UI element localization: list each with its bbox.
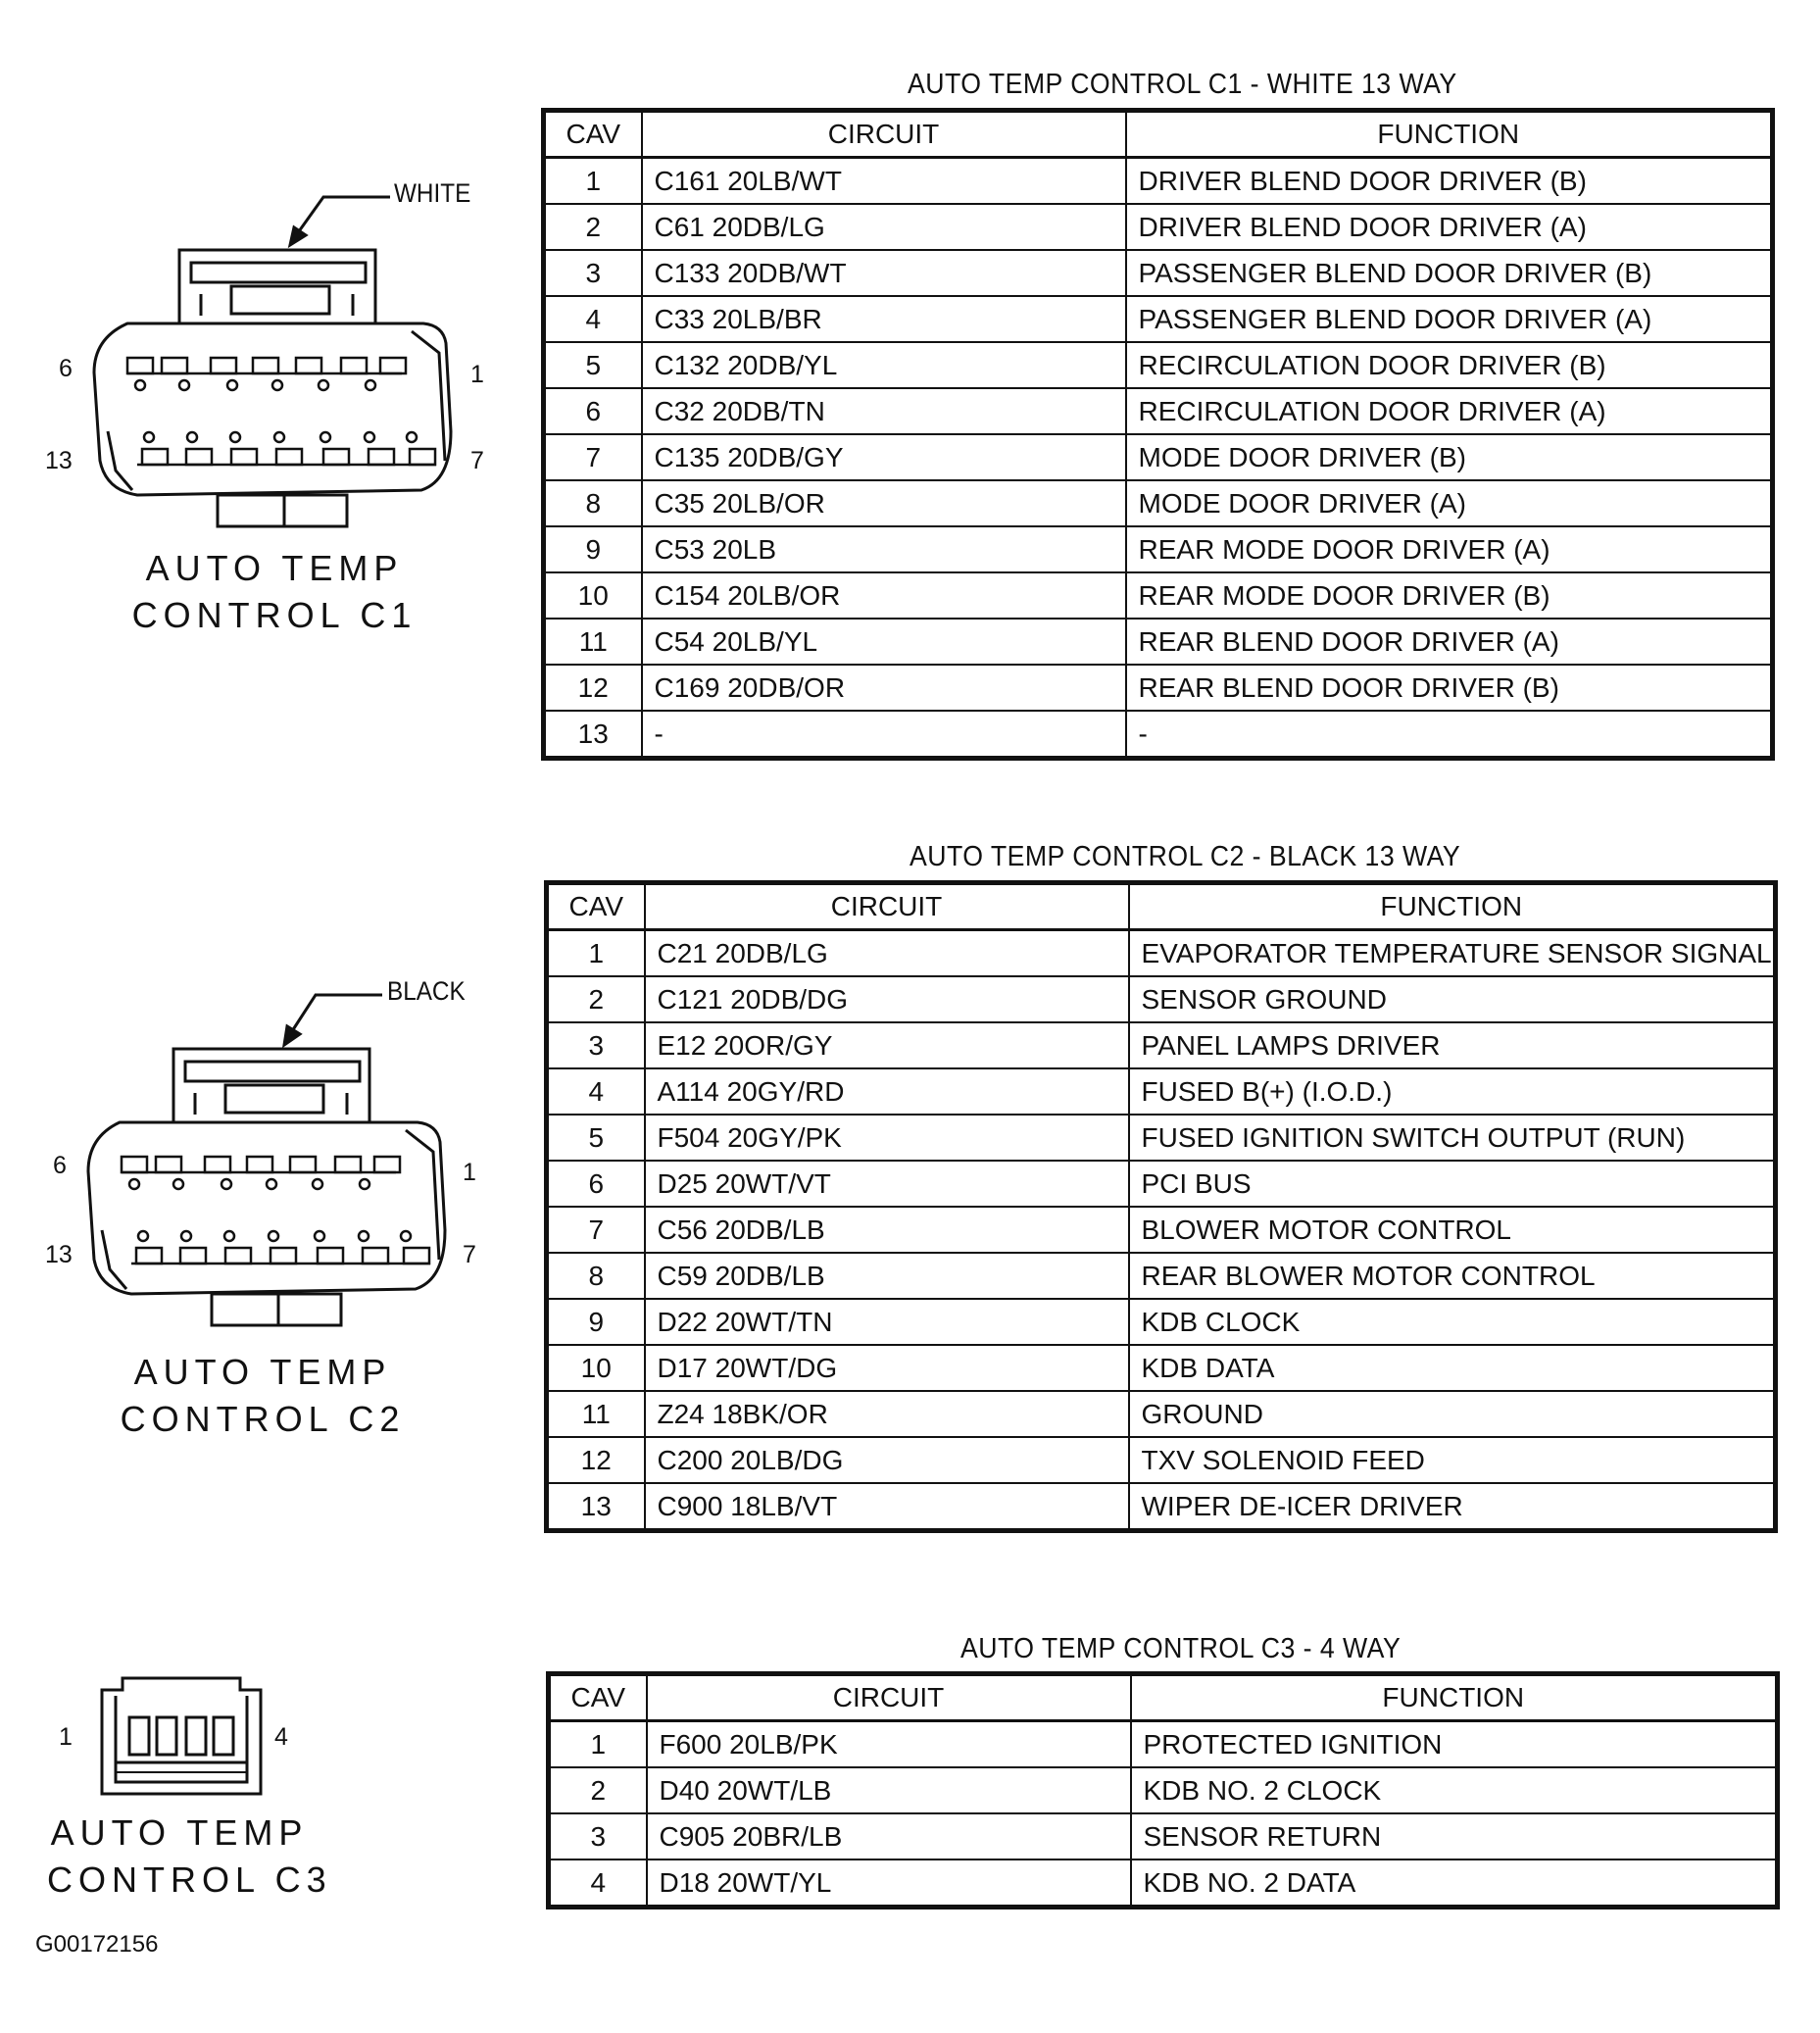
table-row xyxy=(544,526,1773,572)
circuit-cell: D22 20WT/TN xyxy=(645,1299,1129,1345)
header-circuit: CIRCUIT xyxy=(642,111,1126,158)
circuit-cell: C21 20DB/LG xyxy=(645,930,1129,977)
table-row xyxy=(549,1767,1778,1813)
table-row xyxy=(544,480,1773,526)
cav-cell: 4 xyxy=(544,296,642,342)
function-cell: DRIVER BLEND DOOR DRIVER (A) xyxy=(1126,204,1773,250)
function-cell: REAR BLEND DOOR DRIVER (A) xyxy=(1126,619,1773,665)
function-cell: SENSOR GROUND xyxy=(1129,976,1776,1022)
cav-cell: 11 xyxy=(544,619,642,665)
table-header-row xyxy=(544,111,1773,158)
cav-cell: 10 xyxy=(544,572,642,619)
circuit-cell: - xyxy=(642,711,1126,759)
circuit-cell: D25 20WT/VT xyxy=(645,1161,1129,1207)
header-function: FUNCTION xyxy=(1129,883,1776,930)
connector-label-line1: AUTO TEMP xyxy=(50,1812,309,1853)
function-cell: PROTECTED IGNITION xyxy=(1131,1721,1778,1768)
circuit-cell: A114 20GY/RD xyxy=(645,1068,1129,1115)
connector-color-tag: WHITE xyxy=(394,178,471,208)
connector-color-tag: BLACK xyxy=(387,976,466,1006)
table-row xyxy=(544,711,1773,759)
circuit-cell: Z24 18BK/OR xyxy=(645,1391,1129,1437)
cav-cell: 4 xyxy=(547,1068,645,1115)
circuit-cell: C59 20DB/LB xyxy=(645,1253,1129,1299)
header-cav: CAV xyxy=(547,883,645,930)
pinout-table-c2 xyxy=(544,880,1778,1533)
function-cell: TXV SOLENOID FEED xyxy=(1129,1437,1776,1483)
function-cell: PCI BUS xyxy=(1129,1161,1776,1207)
table-row xyxy=(547,930,1776,977)
pin-number-label: 13 xyxy=(45,1241,73,1268)
function-cell: KDB CLOCK xyxy=(1129,1299,1776,1345)
pin-number-label: 6 xyxy=(59,355,73,382)
table-row xyxy=(544,665,1773,711)
pin-number-label: 1 xyxy=(463,1159,476,1186)
table-row xyxy=(544,250,1773,296)
cav-cell: 2 xyxy=(549,1767,647,1813)
pinout-table-c1 xyxy=(541,108,1775,761)
cav-cell: 4 xyxy=(549,1859,647,1908)
circuit-cell: F504 20GY/PK xyxy=(645,1115,1129,1161)
function-cell: BLOWER MOTOR CONTROL xyxy=(1129,1207,1776,1253)
function-cell: KDB NO. 2 CLOCK xyxy=(1131,1767,1778,1813)
table-row xyxy=(547,1437,1776,1483)
circuit-cell: C56 20DB/LB xyxy=(645,1207,1129,1253)
connector-label xyxy=(47,1810,332,1904)
table-row xyxy=(547,1022,1776,1068)
pinout-table-c3 xyxy=(546,1671,1780,1909)
cav-cell: 2 xyxy=(544,204,642,250)
header-function: FUNCTION xyxy=(1131,1674,1778,1721)
cav-cell: 5 xyxy=(547,1115,645,1161)
table-row xyxy=(544,434,1773,480)
table-c3-title: AUTO TEMP CONTROL C3 - 4 WAY xyxy=(960,1633,1402,1664)
circuit-cell: F600 20LB/PK xyxy=(647,1721,1131,1768)
circuit-cell: C121 20DB/DG xyxy=(645,976,1129,1022)
cav-cell: 1 xyxy=(547,930,645,977)
table-row xyxy=(547,1253,1776,1299)
cav-cell: 8 xyxy=(547,1253,645,1299)
cav-cell: 3 xyxy=(547,1022,645,1068)
circuit-cell: C900 18LB/VT xyxy=(645,1483,1129,1531)
table-row xyxy=(544,296,1773,342)
connector-label-line2: CONTROL C2 xyxy=(120,1399,406,1439)
function-cell: GROUND xyxy=(1129,1391,1776,1437)
function-cell: WIPER DE-ICER DRIVER xyxy=(1129,1483,1776,1531)
function-cell: RECIRCULATION DOOR DRIVER (B) xyxy=(1126,342,1773,388)
cav-cell: 7 xyxy=(547,1207,645,1253)
table-row xyxy=(547,976,1776,1022)
function-cell: REAR BLEND DOOR DRIVER (B) xyxy=(1126,665,1773,711)
table-row xyxy=(544,204,1773,250)
circuit-cell: D18 20WT/YL xyxy=(647,1859,1131,1908)
cav-cell: 10 xyxy=(547,1345,645,1391)
pin-number-label: 7 xyxy=(463,1241,476,1268)
pin-number-label: 7 xyxy=(470,447,484,474)
circuit-cell: C905 20BR/LB xyxy=(647,1813,1131,1859)
circuit-cell: C132 20DB/YL xyxy=(642,342,1126,388)
circuit-cell: C154 20LB/OR xyxy=(642,572,1126,619)
function-cell: - xyxy=(1126,711,1773,759)
table-row xyxy=(547,1207,1776,1253)
function-cell: MODE DOOR DRIVER (A) xyxy=(1126,480,1773,526)
function-cell: REAR MODE DOOR DRIVER (A) xyxy=(1126,526,1773,572)
header-function: FUNCTION xyxy=(1126,111,1773,158)
header-circuit: CIRCUIT xyxy=(647,1674,1131,1721)
cav-cell: 8 xyxy=(544,480,642,526)
table-row xyxy=(544,619,1773,665)
table-row xyxy=(544,342,1773,388)
circuit-cell: D40 20WT/LB xyxy=(647,1767,1131,1813)
table-c1-title: AUTO TEMP CONTROL C1 - WHITE 13 WAY xyxy=(908,69,1457,100)
table-row xyxy=(547,1068,1776,1115)
circuit-cell: E12 20OR/GY xyxy=(645,1022,1129,1068)
connector-label-line2: CONTROL C3 xyxy=(47,1859,332,1900)
function-cell: SENSOR RETURN xyxy=(1131,1813,1778,1859)
circuit-cell: C33 20LB/BR xyxy=(642,296,1126,342)
function-cell: KDB NO. 2 DATA xyxy=(1131,1859,1778,1908)
pin-number-label: 6 xyxy=(53,1152,67,1179)
table-row xyxy=(549,1721,1778,1768)
cav-cell: 11 xyxy=(547,1391,645,1437)
circuit-cell: C35 20LB/OR xyxy=(642,480,1126,526)
table-row xyxy=(549,1813,1778,1859)
cav-cell: 6 xyxy=(544,388,642,434)
circuit-cell: C133 20DB/WT xyxy=(642,250,1126,296)
table-header-row xyxy=(549,1674,1778,1721)
cav-cell: 2 xyxy=(547,976,645,1022)
table-header-row xyxy=(547,883,1776,930)
connector-label-line2: CONTROL C1 xyxy=(131,595,418,635)
circuit-cell: C54 20LB/YL xyxy=(642,619,1126,665)
function-cell: PANEL LAMPS DRIVER xyxy=(1129,1022,1776,1068)
header-cav: CAV xyxy=(544,111,642,158)
function-cell: KDB DATA xyxy=(1129,1345,1776,1391)
table-row xyxy=(547,1115,1776,1161)
pin-number-label: 4 xyxy=(274,1723,288,1751)
function-cell: DRIVER BLEND DOOR DRIVER (B) xyxy=(1126,158,1773,205)
pin-number-label: 13 xyxy=(45,447,73,474)
cav-cell: 1 xyxy=(544,158,642,205)
table-row xyxy=(544,158,1773,205)
connector-c3-drawing xyxy=(0,0,314,1823)
table-c2-title: AUTO TEMP CONTROL C2 - BLACK 13 WAY xyxy=(910,841,1461,872)
function-cell: PASSENGER BLEND DOOR DRIVER (B) xyxy=(1126,250,1773,296)
cav-cell: 3 xyxy=(544,250,642,296)
function-cell: REAR BLOWER MOTOR CONTROL xyxy=(1129,1253,1776,1299)
table-row xyxy=(544,388,1773,434)
cav-cell: 13 xyxy=(547,1483,645,1531)
table-row xyxy=(547,1345,1776,1391)
cav-cell: 9 xyxy=(547,1299,645,1345)
circuit-cell: C161 20LB/WT xyxy=(642,158,1126,205)
header-cav: CAV xyxy=(549,1674,647,1721)
cav-cell: 5 xyxy=(544,342,642,388)
function-cell: RECIRCULATION DOOR DRIVER (A) xyxy=(1126,388,1773,434)
cav-cell: 12 xyxy=(547,1437,645,1483)
function-cell: FUSED B(+) (I.O.D.) xyxy=(1129,1068,1776,1115)
cav-cell: 13 xyxy=(544,711,642,759)
cav-cell: 12 xyxy=(544,665,642,711)
circuit-cell: C135 20DB/GY xyxy=(642,434,1126,480)
circuit-cell: C61 20DB/LG xyxy=(642,204,1126,250)
table-row xyxy=(549,1859,1778,1908)
circuit-cell: C169 20DB/OR xyxy=(642,665,1126,711)
function-cell: PASSENGER BLEND DOOR DRIVER (A) xyxy=(1126,296,1773,342)
cav-cell: 7 xyxy=(544,434,642,480)
cav-cell: 9 xyxy=(544,526,642,572)
cav-cell: 3 xyxy=(549,1813,647,1859)
connector-label-line1: AUTO TEMP xyxy=(133,1352,392,1392)
function-cell: EVAPORATOR TEMPERATURE SENSOR SIGNAL xyxy=(1129,930,1776,977)
table-row xyxy=(547,1483,1776,1531)
cav-cell: 6 xyxy=(547,1161,645,1207)
function-cell: REAR MODE DOOR DRIVER (B) xyxy=(1126,572,1773,619)
figure-id: G00172156 xyxy=(35,1931,159,1958)
circuit-cell: C53 20LB xyxy=(642,526,1126,572)
circuit-cell: C200 20LB/DG xyxy=(645,1437,1129,1483)
cav-cell: 1 xyxy=(549,1721,647,1768)
table-row xyxy=(547,1391,1776,1437)
function-cell: FUSED IGNITION SWITCH OUTPUT (RUN) xyxy=(1129,1115,1776,1161)
table-row xyxy=(544,572,1773,619)
circuit-cell: C32 20DB/TN xyxy=(642,388,1126,434)
table-row xyxy=(547,1299,1776,1345)
pin-number-label: 1 xyxy=(59,1723,73,1751)
connector-label-line1: AUTO TEMP xyxy=(145,548,404,588)
function-cell: MODE DOOR DRIVER (B) xyxy=(1126,434,1773,480)
pin-number-label: 1 xyxy=(470,361,484,388)
table-row xyxy=(547,1161,1776,1207)
circuit-cell: D17 20WT/DG xyxy=(645,1345,1129,1391)
header-circuit: CIRCUIT xyxy=(645,883,1129,930)
